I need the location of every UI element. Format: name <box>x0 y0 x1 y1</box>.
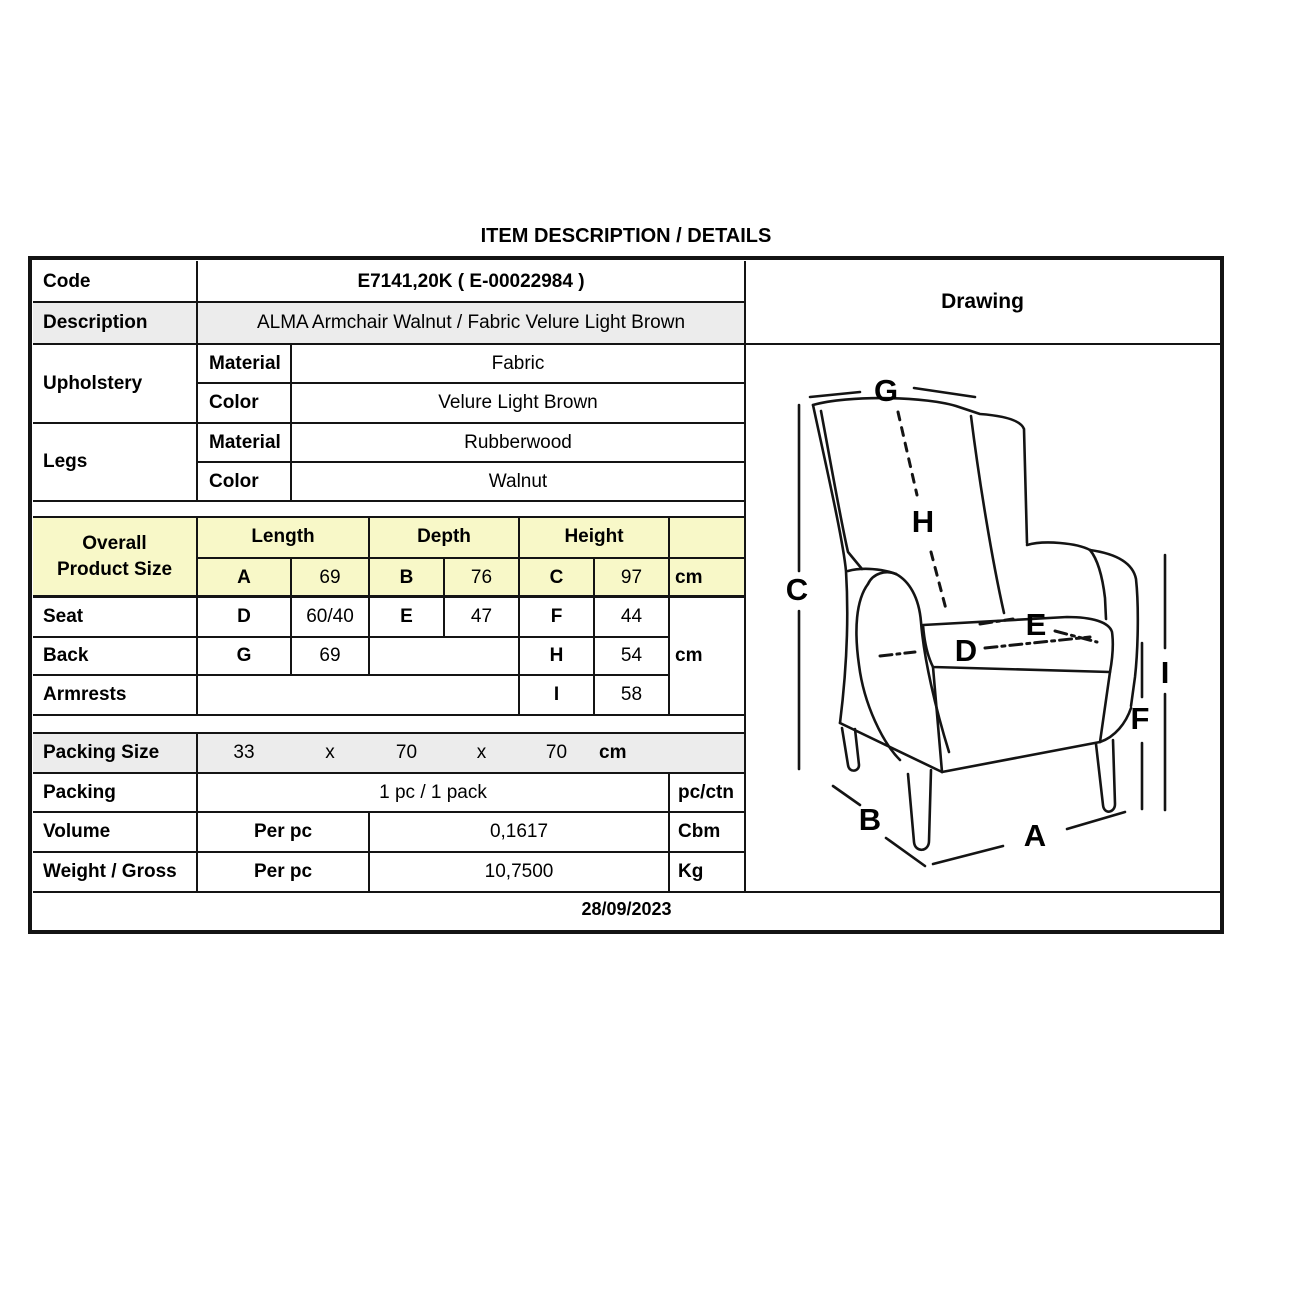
seat-d-key: D <box>237 606 251 628</box>
seat-e-value: 47 <box>470 606 493 628</box>
dim-label-c: C <box>785 572 809 607</box>
overall-c-key: C <box>549 566 564 588</box>
weight-value: 10,7500 <box>484 861 554 883</box>
seat-label: Seat <box>43 606 84 628</box>
packing-x2: x <box>476 742 487 764</box>
description-label: Description <box>43 312 148 334</box>
height-header: Height <box>564 526 624 548</box>
code-value: E7141,20K ( E-00022984 ) <box>357 270 585 292</box>
back-h-key: H <box>549 645 564 667</box>
armrests-i-value: 58 <box>620 684 643 706</box>
packing-size-label: Packing Size <box>43 742 160 764</box>
weight-per: Per pc <box>253 861 313 883</box>
weight-unit: Kg <box>678 861 704 883</box>
seat-e-key: E <box>400 606 413 628</box>
legs-material-label: Material <box>209 431 281 453</box>
dim-label-a: A <box>1023 818 1047 853</box>
packing-dim3: 70 <box>545 742 568 764</box>
armrests-label: Armrests <box>43 684 127 706</box>
armrests-i-key: I <box>553 684 560 706</box>
seat-f-value: 44 <box>620 606 643 628</box>
upholstery-color-value: Velure Light Brown <box>438 392 598 414</box>
page-title: ITEM DESCRIPTION / DETAILS <box>480 224 772 247</box>
date: 28/09/2023 <box>581 899 672 920</box>
overall-a-value: 69 <box>319 566 341 588</box>
volume-value: 0,1617 <box>489 821 549 843</box>
legs-label: Legs <box>43 451 88 473</box>
packing-label: Packing <box>43 781 116 803</box>
seat-f-key: F <box>550 606 563 628</box>
dim-label-e: E <box>1025 607 1047 642</box>
overall-a-key: A <box>237 566 251 588</box>
weight-label: Weight / Gross <box>43 861 177 883</box>
code-label: Code <box>43 270 91 292</box>
description-value: ALMA Armchair Walnut / Fabric Velure Light Brown <box>256 312 686 334</box>
packing-size-unit: cm <box>599 742 627 764</box>
upholstery-material-value: Fabric <box>491 352 545 374</box>
upholstery-color-label: Color <box>209 392 259 414</box>
back-g-value: 69 <box>319 645 341 667</box>
legs-color-label: Color <box>209 470 259 492</box>
overall-product-size-label: Overall Product Size <box>56 533 173 580</box>
overall-b-value: 76 <box>470 566 493 588</box>
legs-material-value: Rubberwood <box>464 431 572 453</box>
back-h-value: 54 <box>620 645 643 667</box>
back-g-key: G <box>236 645 252 667</box>
armchair-drawing <box>747 345 1218 890</box>
dim-label-b: B <box>858 802 882 837</box>
upholstery-label: Upholstery <box>43 372 143 394</box>
volume-per: Per pc <box>253 821 313 843</box>
overall-unit: cm <box>675 566 703 588</box>
dim-label-d: D <box>954 633 978 668</box>
overall-b-key: B <box>399 566 414 588</box>
dim-label-f: F <box>1130 701 1150 736</box>
dim-label-i: I <box>1160 655 1170 690</box>
packing-unit: pc/ctn <box>678 781 734 803</box>
volume-label: Volume <box>43 821 111 843</box>
length-header: Length <box>251 526 315 548</box>
packing-dim2: 70 <box>395 742 418 764</box>
volume-unit: Cbm <box>678 821 721 843</box>
overall-c-value: 97 <box>620 566 643 588</box>
packing-dim1: 33 <box>233 742 255 764</box>
upholstery-material-label: Material <box>209 352 281 374</box>
dim-label-g: G <box>873 373 899 408</box>
depth-header: Depth <box>417 526 471 548</box>
drawing-header: Drawing <box>941 290 1024 314</box>
seat-d-value: 60/40 <box>306 606 354 628</box>
legs-color-value: Walnut <box>488 470 548 492</box>
packing-value: 1 pc / 1 pack <box>379 781 487 803</box>
packing-x1: x <box>325 742 335 764</box>
back-label: Back <box>43 645 89 667</box>
dim-label-h: H <box>911 504 935 539</box>
size-side-unit: cm <box>675 645 703 667</box>
